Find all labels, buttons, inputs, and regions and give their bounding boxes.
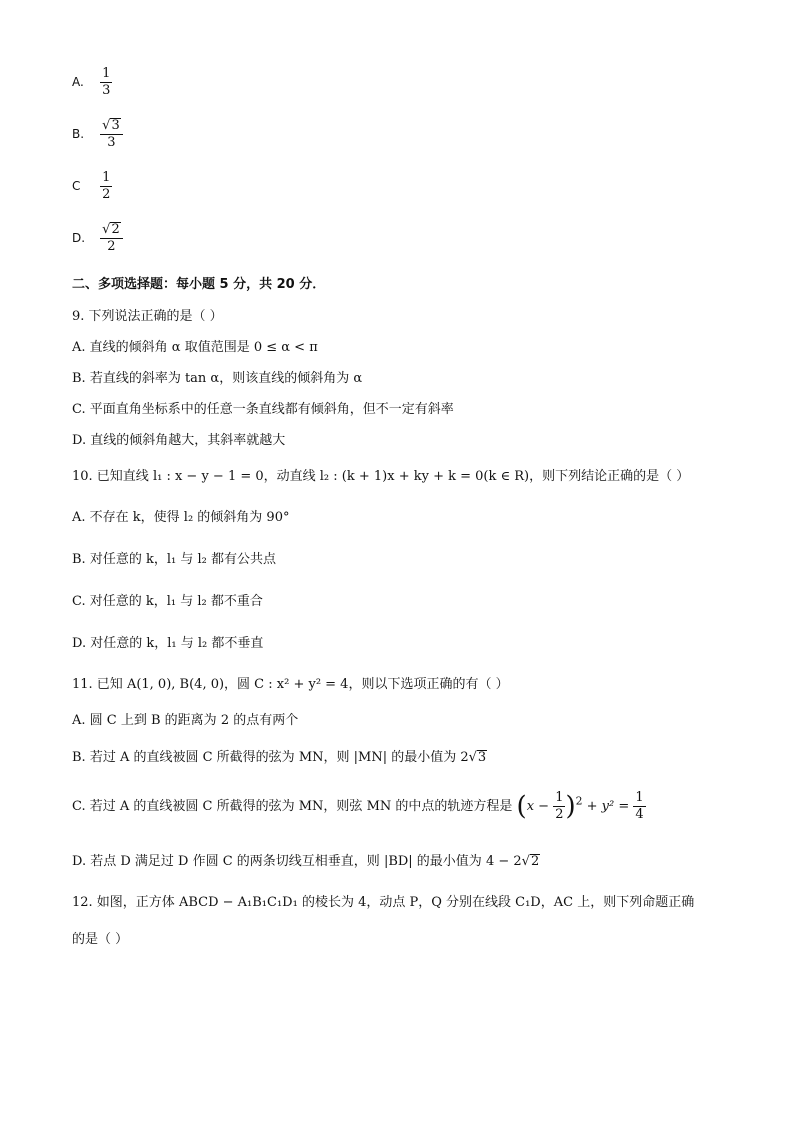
- q11-option-b-text: B. 若过 A 的直线被圆 C 所截得的弦为 MN，则 |MN| 的最小值为 2: [72, 750, 469, 765]
- q11-option-b-sqrt: √ 3: [468, 750, 487, 765]
- q11-option-d-text: D. 若点 D 满足过 D 作圆 C 的两条切线互相垂直，则 |BD| 的最小值为 4 − 2: [72, 854, 522, 869]
- q11-option-a: A. 圆 C 上到 B 的距离为 2 的点有两个: [72, 713, 299, 728]
- q9-option-b: B. 若直线的斜率为 tan α，则该直线的倾斜角为 α: [72, 371, 363, 386]
- q11-option-d-sqrt: √ 2: [521, 854, 540, 869]
- q9-option-d: D. 直线的倾斜角越大，其斜率就越大: [72, 433, 286, 448]
- option-c-fraction: $\frac{1}{2}$: [102, 170, 111, 202]
- option-b-label: B.: [72, 127, 85, 141]
- q11-option-b: [72, 748, 487, 768]
- option-a-label: A.: [72, 75, 84, 89]
- option-a: [72, 66, 112, 99]
- option-c: [72, 170, 112, 203]
- option-d: [72, 222, 123, 255]
- q10-option-d: D. 对任意的 k，l₁ 与 l₂ 都不垂直: [72, 636, 264, 651]
- section-heading: 二、多项选择题：每小题 5 分，共 20 分．: [72, 277, 326, 292]
- option-b: [72, 118, 123, 151]
- option-a-fraction: $\frac{1}{3}$: [102, 66, 111, 98]
- q9-option-a: A. 直线的倾斜角 α 取值范围是 0 ≤ α < π: [72, 340, 318, 355]
- option-d-fraction: √ 2 2: [100, 222, 123, 255]
- q11-option-d: [72, 852, 540, 872]
- q11-option-c: C. 若过 A 的直线被圆 C 所截得的弦为 MN，则弦 MN 的中点的轨迹方程是 (x − $\frac{1}{2}$ )$^2$ + y² = $\frac{1}{4}$: [72, 790, 644, 822]
- q11-option-c-quarter: $\frac{1}{4}$: [635, 790, 644, 822]
- q12-stem-line2: 的是（ ）: [72, 932, 129, 947]
- q10-option-c: C. 对任意的 k，l₁ 与 l₂ 都不重合: [72, 594, 263, 609]
- q10-stem: 10. 已知直线 l₁ : x − y − 1 = 0，动直线 l₂ : (k + 1)x + ky + k = 0(k ∈ R)，则下列结论正确的是（ ）: [72, 469, 690, 484]
- q11-stem: 11. 已知 A(1, 0), B(4, 0)，圆 C : x² + y² = 4，则以下选项正确的有（ ）: [72, 677, 509, 692]
- q10-option-b: B. 对任意的 k，l₁ 与 l₂ 都有公共点: [72, 552, 276, 567]
- option-c-label: C: [72, 179, 81, 193]
- q10-option-a: A. 不存在 k，使得 l₂ 的倾斜角为 90°: [72, 510, 290, 525]
- option-b-fraction: √ 3 3: [100, 118, 123, 151]
- q11-option-c-text: C. 若过 A 的直线被圆 C 所截得的弦为 MN，则弦 MN 的中点的轨迹方程是: [72, 799, 513, 814]
- q9-stem: 9. 下列说法正确的是（ ）: [72, 309, 223, 324]
- option-d-label: D.: [72, 231, 86, 245]
- q9-option-c: C. 平面直角坐标系中的任意一条直线都有倾斜角，但不一定有斜率: [72, 402, 454, 417]
- q11-option-c-half: $\frac{1}{2}$: [555, 790, 564, 822]
- q12-stem-line1: 12. 如图，正方体 ABCD − A₁B₁C₁D₁ 的棱长为 4，动点 P，Q 分别在线段 C₁D，AC 上，则下列命题正确: [72, 895, 695, 910]
